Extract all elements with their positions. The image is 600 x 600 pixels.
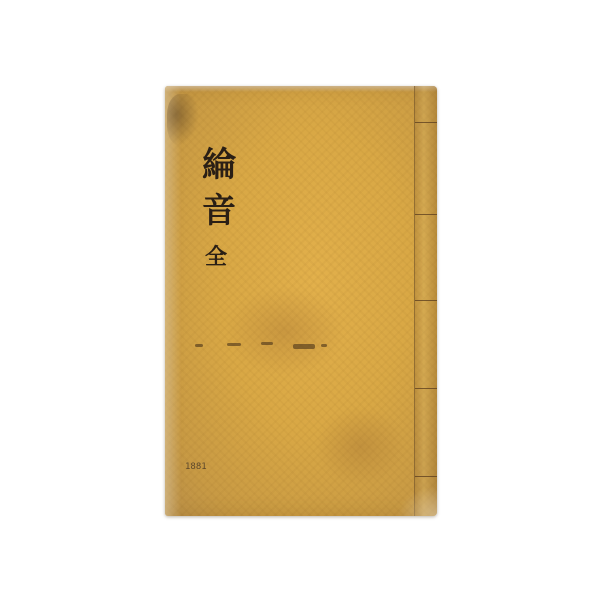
cover-stain xyxy=(315,406,405,486)
title-char-2: 音 xyxy=(202,191,236,231)
binding-stitch xyxy=(415,388,437,389)
ink-smudge xyxy=(227,343,241,346)
title-char-1: 綸 xyxy=(202,145,236,185)
binding-stitch xyxy=(415,122,437,123)
cover-worn-corner xyxy=(167,94,199,146)
book-title xyxy=(199,142,239,234)
bound-spine xyxy=(414,86,437,516)
book-cover xyxy=(165,86,437,516)
cover-worn-corner-bottom xyxy=(397,486,437,516)
book-title-complete-mark: 全 xyxy=(205,244,228,270)
ink-smudge xyxy=(293,344,315,349)
catalog-number: 1881 xyxy=(185,462,207,472)
binding-stitch xyxy=(415,300,437,301)
ink-smudge xyxy=(195,344,203,347)
ink-smudge xyxy=(321,344,327,347)
cover-stain xyxy=(225,286,345,376)
ink-smudge xyxy=(261,342,273,345)
binding-stitch xyxy=(415,476,437,477)
binding-stitch xyxy=(415,214,437,215)
cover-left-wear xyxy=(165,86,181,516)
cover-top-edge xyxy=(165,86,437,92)
